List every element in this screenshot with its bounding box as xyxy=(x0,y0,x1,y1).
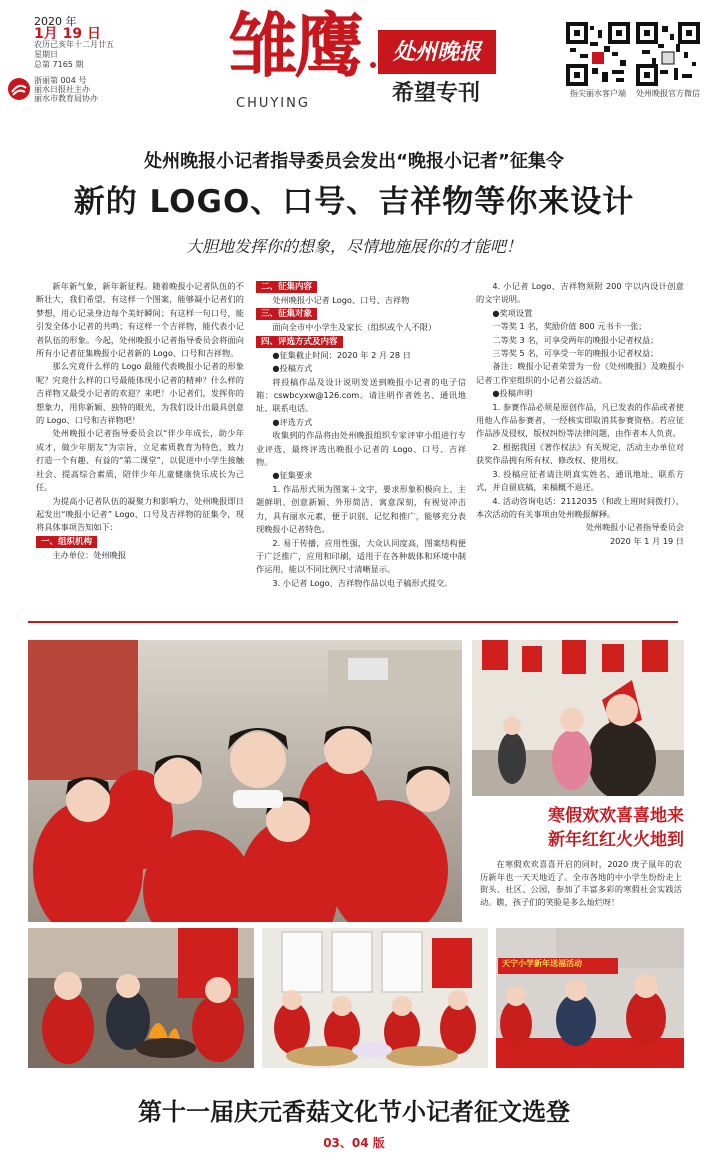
paragraph: 1. 参赛作品必须是原创作品，凡已发表的作品或者使用他人作品参赛者，一经核实即取消其参赛资格。若应征作品涉及侵权，版权纠纷等法律问题，由作者本人负责。 xyxy=(476,401,684,439)
paragraph: 3. 投稿应征者请注明真实姓名、通讯地址、联系方式，并自留底稿，来稿概不退还。 xyxy=(476,468,684,493)
weekday: 星期日 xyxy=(34,50,58,59)
publisher: 丽水日报社主办 xyxy=(34,85,90,94)
paragraph: ●奖项设置 xyxy=(492,307,533,318)
feature-title-2: 新年红红火火地到 xyxy=(548,830,684,850)
paragraph: 1. 作品形式须为图案＋文字，要求形象积极向上、主题鲜明、创意新颖、外形简洁、寓意深刻，有视觉冲击力，具有丽水元素，便于识别、记忆和推广，能够充分表现晚报小记者特色。 xyxy=(256,483,466,535)
paragraph: 三等奖 5 名，可享受一年的晚报小记者权益； xyxy=(492,348,659,359)
banner-text: 天宁小学新年送福活动 xyxy=(502,959,582,968)
signature: 处州晚报小记者指导委员会 xyxy=(585,522,684,533)
paragraph: ●征集截止时间：2020 年 2 月 28 日 xyxy=(272,349,411,360)
paragraph: ●投稿方式 xyxy=(272,363,313,374)
date-block xyxy=(34,16,124,70)
paragraph: 在寒假欢欢喜喜开启的同时，2020 庚子鼠年的农历新年也一天天地近了。全市各地的中小学生纷纷走上街头、社区、公园，参加了丰富多彩的寒假社会实践活动。瞧，孩子们的笑脸是多么灿烂呀！ xyxy=(480,859,682,907)
main-photo xyxy=(28,640,462,922)
registration: 浙丽第 004 号 xyxy=(34,76,87,85)
paragraph: 新年新气象，新年新征程。随着晚报小记者队伍的不断壮大，我们希望，有这样一个图案，能够凝小记者们的梦想，用心记录身边每个美好瞬间；有这样一句口号，能引发全体小记者的共鸣；有这样一个吉祥物，能代表小记者队伍的形象。今起，处州晚报小记者指导委员会将面向所有小记者征集晚报小记者新的 Logo、口号和吉祥物。 xyxy=(36,281,244,359)
paragraph: 4. 小记者 Logo、吉祥物须附 200 字以内设计创意的文字说明。 xyxy=(476,281,684,305)
paragraph: 二等奖 3 名，可享受两年的晚报小记者权益； xyxy=(492,334,659,345)
paragraph: 那么究竟什么样的 Logo 最能代表晚报小记者的形象呢？究竟什么样的口号最能体现小记者的精神？什么样的吉祥物又最受小记者的欢迎？来吧！小记者们，发挥你的想象力，用你新颖、独特的眼光，为我们设计出最具创意的 Logo、口号和吉祥物吧！ xyxy=(36,361,244,426)
article-column-2 xyxy=(256,280,466,590)
section-divider xyxy=(28,621,678,623)
article-subhead: 大胆地发挥你的想象，尽情地施展你的才能吧！ xyxy=(185,237,522,256)
paragraph: 4. 活动咨询电话：2112035（和政上班时间拨打），本次活动的有关事项由处州晚报解释。 xyxy=(476,495,684,519)
paragraph: 2. 易于传播，应用性强，大众认同度高，图案结构便于广泛推广，应用和印刷，适用于在各种载体和环境中制作运用，能以不同比例尺寸清晰显示。 xyxy=(256,537,466,575)
paragraph: 将投稿作品及设计说明发送到晚报小记者的电子信箱：cswbcyxw@126.com。请注明作者姓名、通讯地址、联系电话。 xyxy=(256,376,466,414)
date-year: 2020 年 xyxy=(34,15,77,28)
article-headline: 新的 LOGO、口号、吉祥物等你来设计 xyxy=(73,184,635,220)
bottom-headline: 第十一届庆元香菇文化节小记者征文选登 xyxy=(138,1098,570,1126)
paragraph: ●评选方式 xyxy=(272,416,313,427)
issue-number: 总第 7165 期 xyxy=(34,60,84,69)
section-tag: 二、征集内容 xyxy=(256,281,317,293)
section-tag: 一、组织机构 xyxy=(36,536,97,548)
publisher-logo-icon xyxy=(8,78,30,100)
bottom-photo-1 xyxy=(28,928,254,1068)
paragraph: 2. 根据我国《著作权法》有关规定，活动主办单位对获奖作品拥有所有权、修改权、使用权。 xyxy=(476,441,684,466)
date-day: 1月 19 日 xyxy=(34,26,101,42)
title-dot xyxy=(370,62,376,68)
feature-title-1: 寒假欢欢喜喜地来 xyxy=(548,806,684,826)
bottom-photo-2 xyxy=(262,928,488,1068)
paragraph: 面向全市中小学生及家长（组织或个人不限） xyxy=(272,322,437,333)
paragraph: 备注：晚报小记者荣誉为一份《处州晚报》及晚报小记者工作室组织的小记者公益活动。 xyxy=(476,361,684,385)
signature-date: 2020 年 1 月 19 日 xyxy=(609,535,684,546)
paragraph: 处州晚报小记者 Logo、口号、吉祥物 xyxy=(272,295,410,305)
article-kicker: 处州晚报小记者指导委员会发出“晚报小记者”征集令 xyxy=(144,151,564,172)
paragraph: 为提高小记者队伍的凝聚力和影响力，处州晚报即日起发出“晚报小记者” Logo、口号及吉祥物的征集令，现将具体事项告知如下： xyxy=(36,495,244,533)
paragraph: 主办单位：处州晚报 xyxy=(52,549,127,560)
special-edition: 希望专刊 xyxy=(392,81,481,106)
qr-code-1-icon xyxy=(566,22,630,86)
paragraph: 3. 小记者 Logo、吉祥物作品以电子稿形式提交。 xyxy=(272,577,453,588)
feature-body xyxy=(480,858,682,908)
qr-code-2-icon xyxy=(636,22,700,86)
section-tag: 三、征集对象 xyxy=(256,308,317,320)
side-photo xyxy=(472,640,684,796)
co-publisher: 丽水市教育局协办 xyxy=(34,94,98,103)
paragraph: 处州晚报小记者指导委员会以“伴少年成长，助少年成才，做少年朋友”为宗旨，立足素质教育为特色，致力打造一个有趣、有益的“第二课堂”，以促进中小学生接触社会、提高综合素质，陪伴少年儿童健康快乐成长为己任。 xyxy=(36,428,244,493)
article-column-3 xyxy=(476,280,684,548)
paper-name-box: 处州晚报 xyxy=(378,30,496,74)
article-column-1 xyxy=(36,280,244,562)
section-tag: 四、评选方式及内容 xyxy=(256,336,343,348)
qr-code-1-label: 指尖丽水客户端 xyxy=(570,89,626,98)
paragraph: ●征集要求 xyxy=(272,470,313,481)
masthead-pinyin: CHUYING xyxy=(236,96,310,111)
paragraph: 一等奖 1 名，奖励价值 800 元书卡一张； xyxy=(492,321,647,332)
paragraph: 收集到的作品将由处州晚报组织专家评审小组进行专业评选，最终评选出晚报小记者的 Logo、口号、吉祥物。 xyxy=(256,430,466,468)
lunar-date: 农历己亥年十二月廿五 xyxy=(34,40,114,49)
masthead-title: 雏鹰 xyxy=(228,4,360,87)
qr-code-2-label: 处州晚报官方微信 xyxy=(636,89,700,98)
publisher-block xyxy=(34,76,98,103)
bottom-photo-3 xyxy=(496,928,684,1068)
paragraph: ●投稿声明 xyxy=(492,388,533,399)
bottom-page-ref: 03、04 版 xyxy=(323,1136,385,1150)
